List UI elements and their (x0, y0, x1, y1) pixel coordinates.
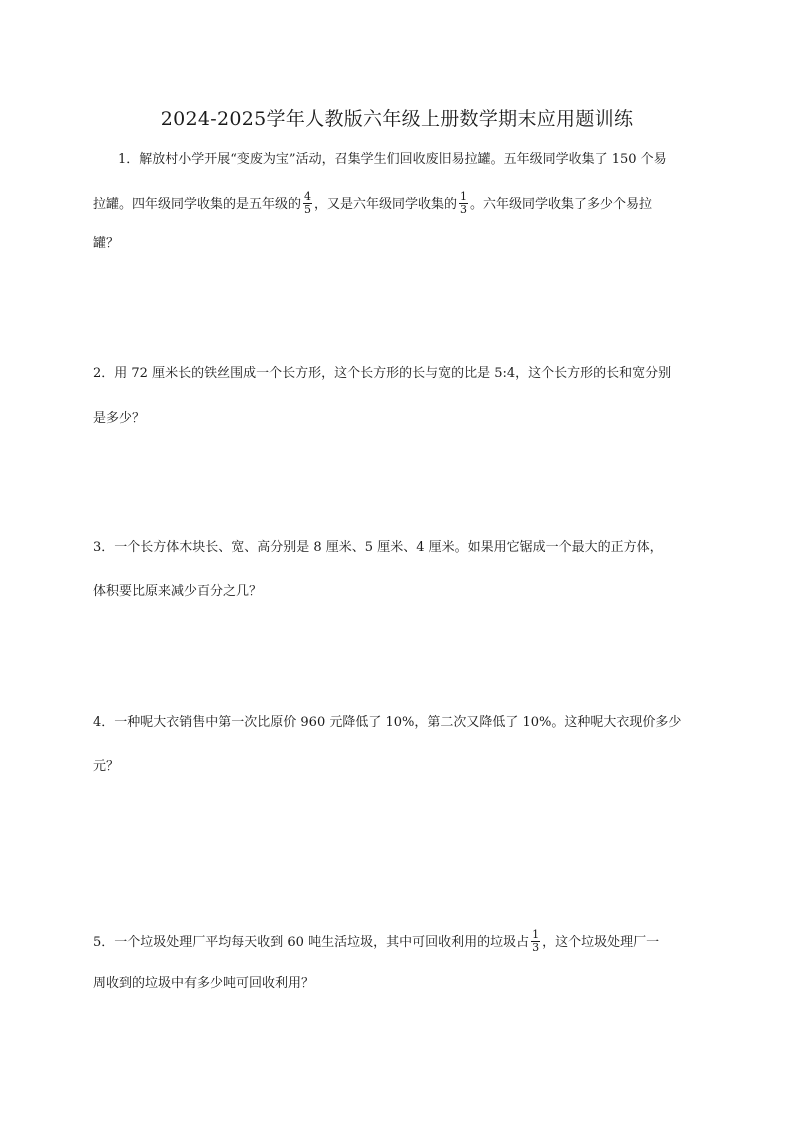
page-title: 2024-2025学年人教版六年级上册数学期末应用题训练 (160, 108, 634, 130)
question-1-line-2 (93, 192, 652, 217)
question-2-line-2: 是多少？ (93, 411, 146, 426)
question-5-line-1 (93, 930, 659, 955)
question-2-line-1: 2．用 72 厘米长的铁丝围成一个长方形，这个长方形的长与宽的比是 5:4，这个长方形的长和宽分别 (93, 366, 672, 381)
question-1-line-3: 罐？ (93, 236, 120, 251)
question-4-line-1: 4．一种呢大衣销售中第一次比原价 960 元降低了 10%，第二次又降低了 10%。这种呢大衣现价多少 (93, 715, 682, 730)
fraction-denominator: 3 (532, 941, 540, 954)
question-3-line-1: 3．一个长方体木块长、宽、高分别是 8 厘米、5 厘米、4 厘米。如果用它锯成一个最大的正方体， (93, 540, 663, 555)
fraction-numerator: 1 (532, 928, 540, 941)
question-1-text-b: ，又是六年级同学收集的 (314, 197, 458, 212)
fraction-denominator: 5 (304, 203, 312, 216)
question-5-line-2: 周收到的垃圾中有多少吨可回收利用？ (93, 976, 315, 991)
fraction-denominator: 3 (460, 203, 468, 216)
fraction (459, 191, 468, 216)
question-1-text-a: 拉罐。四年级同学收集的是五年级的 (93, 197, 302, 212)
fraction-numerator: 4 (304, 190, 312, 203)
question-3-line-2: 体积要比原来减少百分之几？ (93, 584, 263, 599)
fraction-numerator: 1 (460, 190, 468, 203)
question-1-text-c: 。六年级同学收集了多少个易拉 (470, 197, 653, 212)
question-1-line-1: 1．解放村小学开展“变废为宝”活动，召集学生们回收废旧易拉罐。五年级同学收集了 150 个易 (118, 152, 667, 167)
question-5-text-a: 5．一个垃圾处理厂平均每天收到 60 吨生活垃圾，其中可回收利用的垃圾占 (93, 935, 530, 950)
fraction (531, 929, 540, 954)
fraction (303, 191, 312, 216)
question-4-line-2: 元？ (93, 759, 120, 774)
question-5-text-b: ，这个垃圾处理厂一 (542, 935, 660, 950)
